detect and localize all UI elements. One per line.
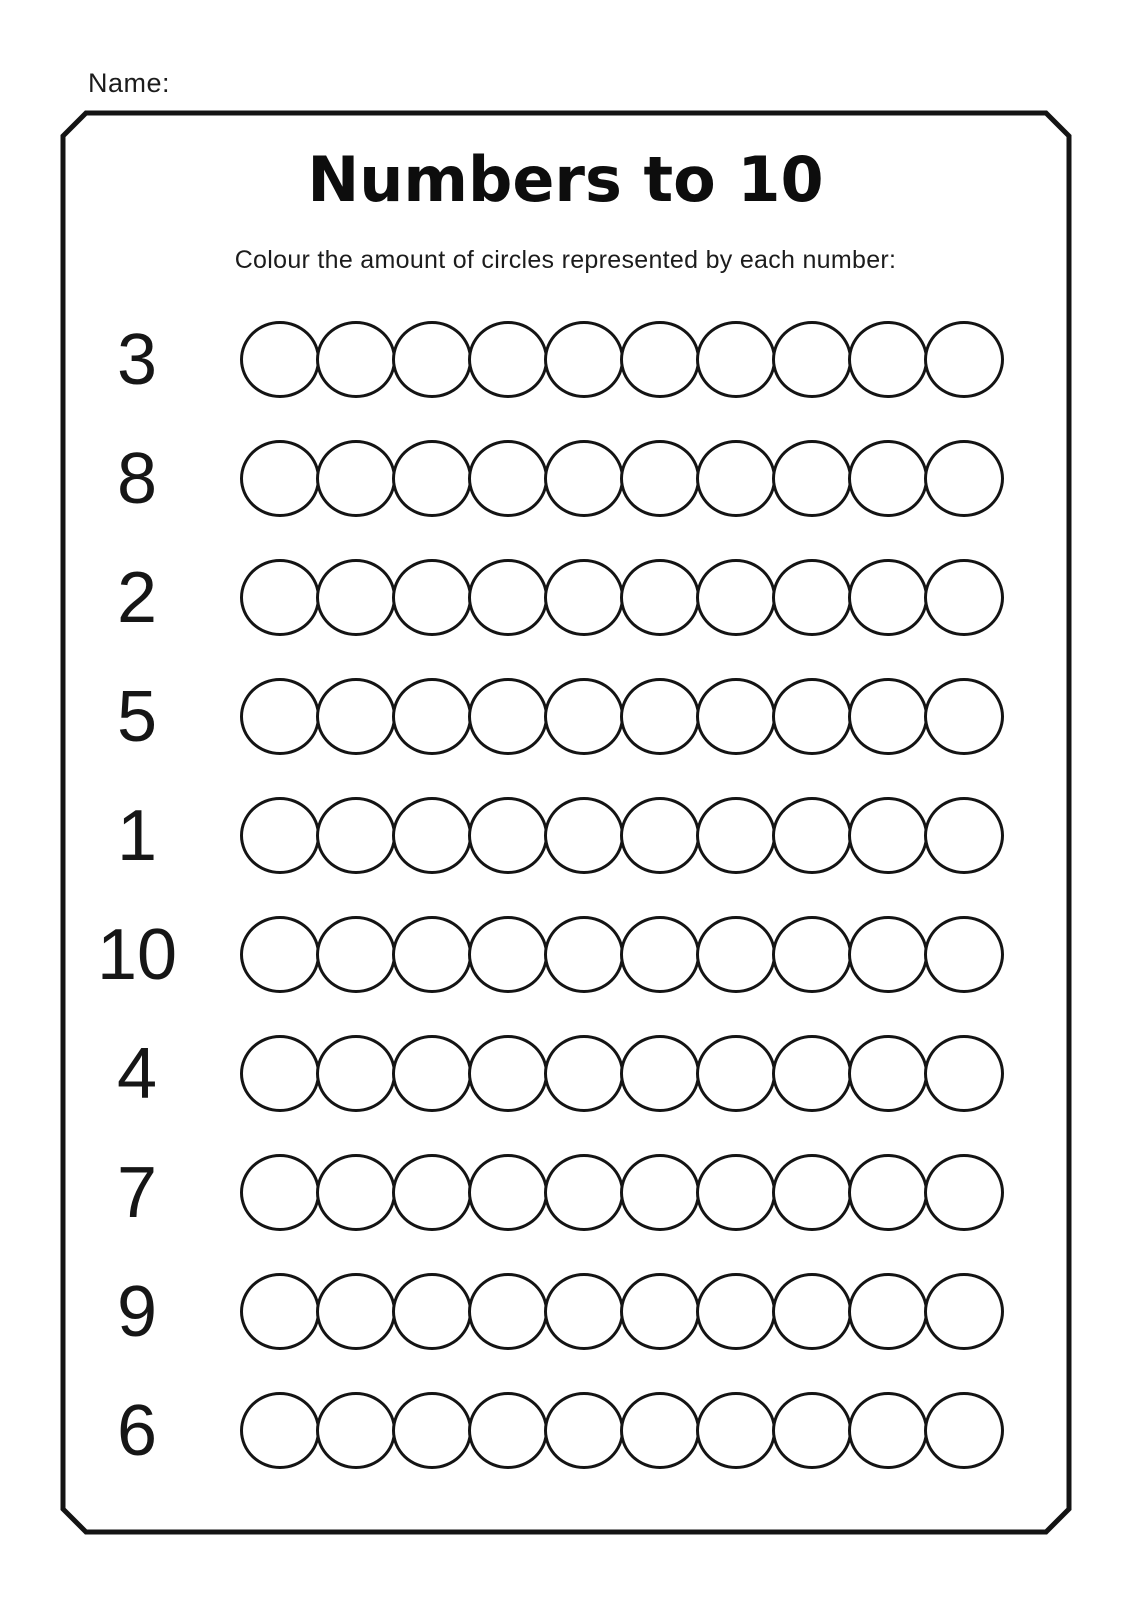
colourable-circle[interactable] [392,1273,472,1350]
row-number-label: 9 [116,1271,158,1352]
colourable-circle[interactable] [468,1154,548,1231]
colourable-circle[interactable] [316,440,396,517]
colourable-circle[interactable] [772,1154,852,1231]
circle-strip [240,440,1000,517]
circle-strip [240,1392,1000,1469]
colourable-circle[interactable] [468,559,548,636]
colourable-circle[interactable] [848,1035,928,1112]
colourable-circle[interactable] [924,321,1004,398]
colourable-circle[interactable] [240,916,320,993]
colourable-circle[interactable] [240,559,320,636]
number-row [62,1252,1070,1371]
colourable-circle[interactable] [316,321,396,398]
colourable-circle[interactable] [620,559,700,636]
colourable-circle[interactable] [544,1392,624,1469]
colourable-circle[interactable] [240,797,320,874]
circle-strip [240,321,1000,398]
colourable-circle[interactable] [620,1392,700,1469]
colourable-circle[interactable] [696,678,776,755]
colourable-circle[interactable] [924,1154,1004,1231]
colourable-circle[interactable] [468,678,548,755]
row-number-label: 4 [116,1033,158,1114]
colourable-circle[interactable] [392,1392,472,1469]
colourable-circle[interactable] [924,678,1004,755]
colourable-circle[interactable] [696,916,776,993]
colourable-circle[interactable] [240,440,320,517]
colourable-circle[interactable] [468,797,548,874]
colourable-circle[interactable] [696,1035,776,1112]
row-number-label: 1 [116,795,158,876]
colourable-circle[interactable] [316,678,396,755]
colourable-circle[interactable] [848,559,928,636]
colourable-circle[interactable] [316,916,396,993]
colourable-circle[interactable] [392,678,472,755]
name-field-label: Name: [88,68,171,98]
colourable-circle[interactable] [620,797,700,874]
number-row [62,419,1070,538]
colourable-circle[interactable] [924,440,1004,517]
colourable-circle[interactable] [544,797,624,874]
colourable-circle[interactable] [848,1154,928,1231]
colourable-circle[interactable] [696,797,776,874]
number-row [62,300,1070,419]
colourable-circle[interactable] [696,1273,776,1350]
colourable-circle[interactable] [620,1273,700,1350]
row-number-label: 7 [116,1152,158,1233]
circle-strip [240,797,1000,874]
colourable-circle[interactable] [544,1154,624,1231]
colourable-circle[interactable] [696,1154,776,1231]
number-row [62,538,1070,657]
colourable-circle[interactable] [392,916,472,993]
colourable-circle[interactable] [848,797,928,874]
colourable-circle[interactable] [924,1392,1004,1469]
colourable-circle[interactable] [392,1154,472,1231]
instruction-text: Colour the amount of circles represented by each number: [234,246,897,274]
colourable-circle[interactable] [316,1154,396,1231]
colourable-circle[interactable] [544,440,624,517]
colourable-circle[interactable] [620,440,700,517]
colourable-circle[interactable] [316,1392,396,1469]
colourable-circle[interactable] [392,440,472,517]
colourable-circle[interactable] [240,1035,320,1112]
colourable-circle[interactable] [544,678,624,755]
colourable-circle[interactable] [772,916,852,993]
colourable-circle[interactable] [848,440,928,517]
row-number-label: 10 [96,914,178,995]
row-number-label: 3 [116,319,158,400]
row-number-label: 5 [116,676,158,757]
colourable-circle[interactable] [544,321,624,398]
colourable-circle[interactable] [620,678,700,755]
colourable-circle[interactable] [772,440,852,517]
rows-container [62,300,1070,1490]
number-row [62,895,1070,1014]
colourable-circle[interactable] [468,1273,548,1350]
colourable-circle[interactable] [848,678,928,755]
colourable-circle[interactable] [240,1154,320,1231]
row-number-label: 2 [116,557,158,638]
colourable-circle[interactable] [620,321,700,398]
colourable-circle[interactable] [924,1273,1004,1350]
row-number-label: 8 [116,438,158,519]
colourable-circle[interactable] [316,797,396,874]
colourable-circle[interactable] [772,678,852,755]
colourable-circle[interactable] [316,1035,396,1112]
colourable-circle[interactable] [924,559,1004,636]
colourable-circle[interactable] [316,1273,396,1350]
colourable-circle[interactable] [544,1273,624,1350]
worksheet-title: Numbers to 10 [307,143,824,216]
number-row [62,657,1070,776]
circle-strip [240,678,1000,755]
colourable-circle[interactable] [848,1273,928,1350]
colourable-circle[interactable] [240,678,320,755]
colourable-circle[interactable] [924,797,1004,874]
colourable-circle[interactable] [392,1035,472,1112]
colourable-circle[interactable] [240,321,320,398]
colourable-circle[interactable] [468,1392,548,1469]
colourable-circle[interactable] [924,1035,1004,1112]
colourable-circle[interactable] [468,1035,548,1112]
colourable-circle[interactable] [848,321,928,398]
colourable-circle[interactable] [696,559,776,636]
colourable-circle[interactable] [392,321,472,398]
colourable-circle[interactable] [696,440,776,517]
colourable-circle[interactable] [392,559,472,636]
colourable-circle[interactable] [620,1035,700,1112]
colourable-circle[interactable] [316,559,396,636]
colourable-circle[interactable] [392,797,472,874]
colourable-circle[interactable] [848,1392,928,1469]
colourable-circle[interactable] [696,1392,776,1469]
colourable-circle[interactable] [772,1035,852,1112]
colourable-circle[interactable] [468,321,548,398]
number-row [62,1371,1070,1490]
colourable-circle[interactable] [696,321,776,398]
colourable-circle[interactable] [544,559,624,636]
colourable-circle[interactable] [772,321,852,398]
circle-strip [240,916,1000,993]
colourable-circle[interactable] [772,797,852,874]
number-row [62,1133,1070,1252]
colourable-circle[interactable] [620,1154,700,1231]
number-row [62,776,1070,895]
colourable-circle[interactable] [544,916,624,993]
circle-strip [240,1273,1000,1350]
number-row [62,1014,1070,1133]
colourable-circle[interactable] [240,1392,320,1469]
colourable-circle[interactable] [240,1273,320,1350]
colourable-circle[interactable] [772,1392,852,1469]
colourable-circle[interactable] [620,916,700,993]
row-number-label: 6 [116,1390,158,1471]
colourable-circle[interactable] [848,916,928,993]
colourable-circle[interactable] [772,1273,852,1350]
circle-strip [240,559,1000,636]
colourable-circle[interactable] [544,1035,624,1112]
colourable-circle[interactable] [772,559,852,636]
circle-strip [240,1154,1000,1231]
colourable-circle[interactable] [924,916,1004,993]
colourable-circle[interactable] [468,916,548,993]
colourable-circle[interactable] [468,440,548,517]
circle-strip [240,1035,1000,1112]
